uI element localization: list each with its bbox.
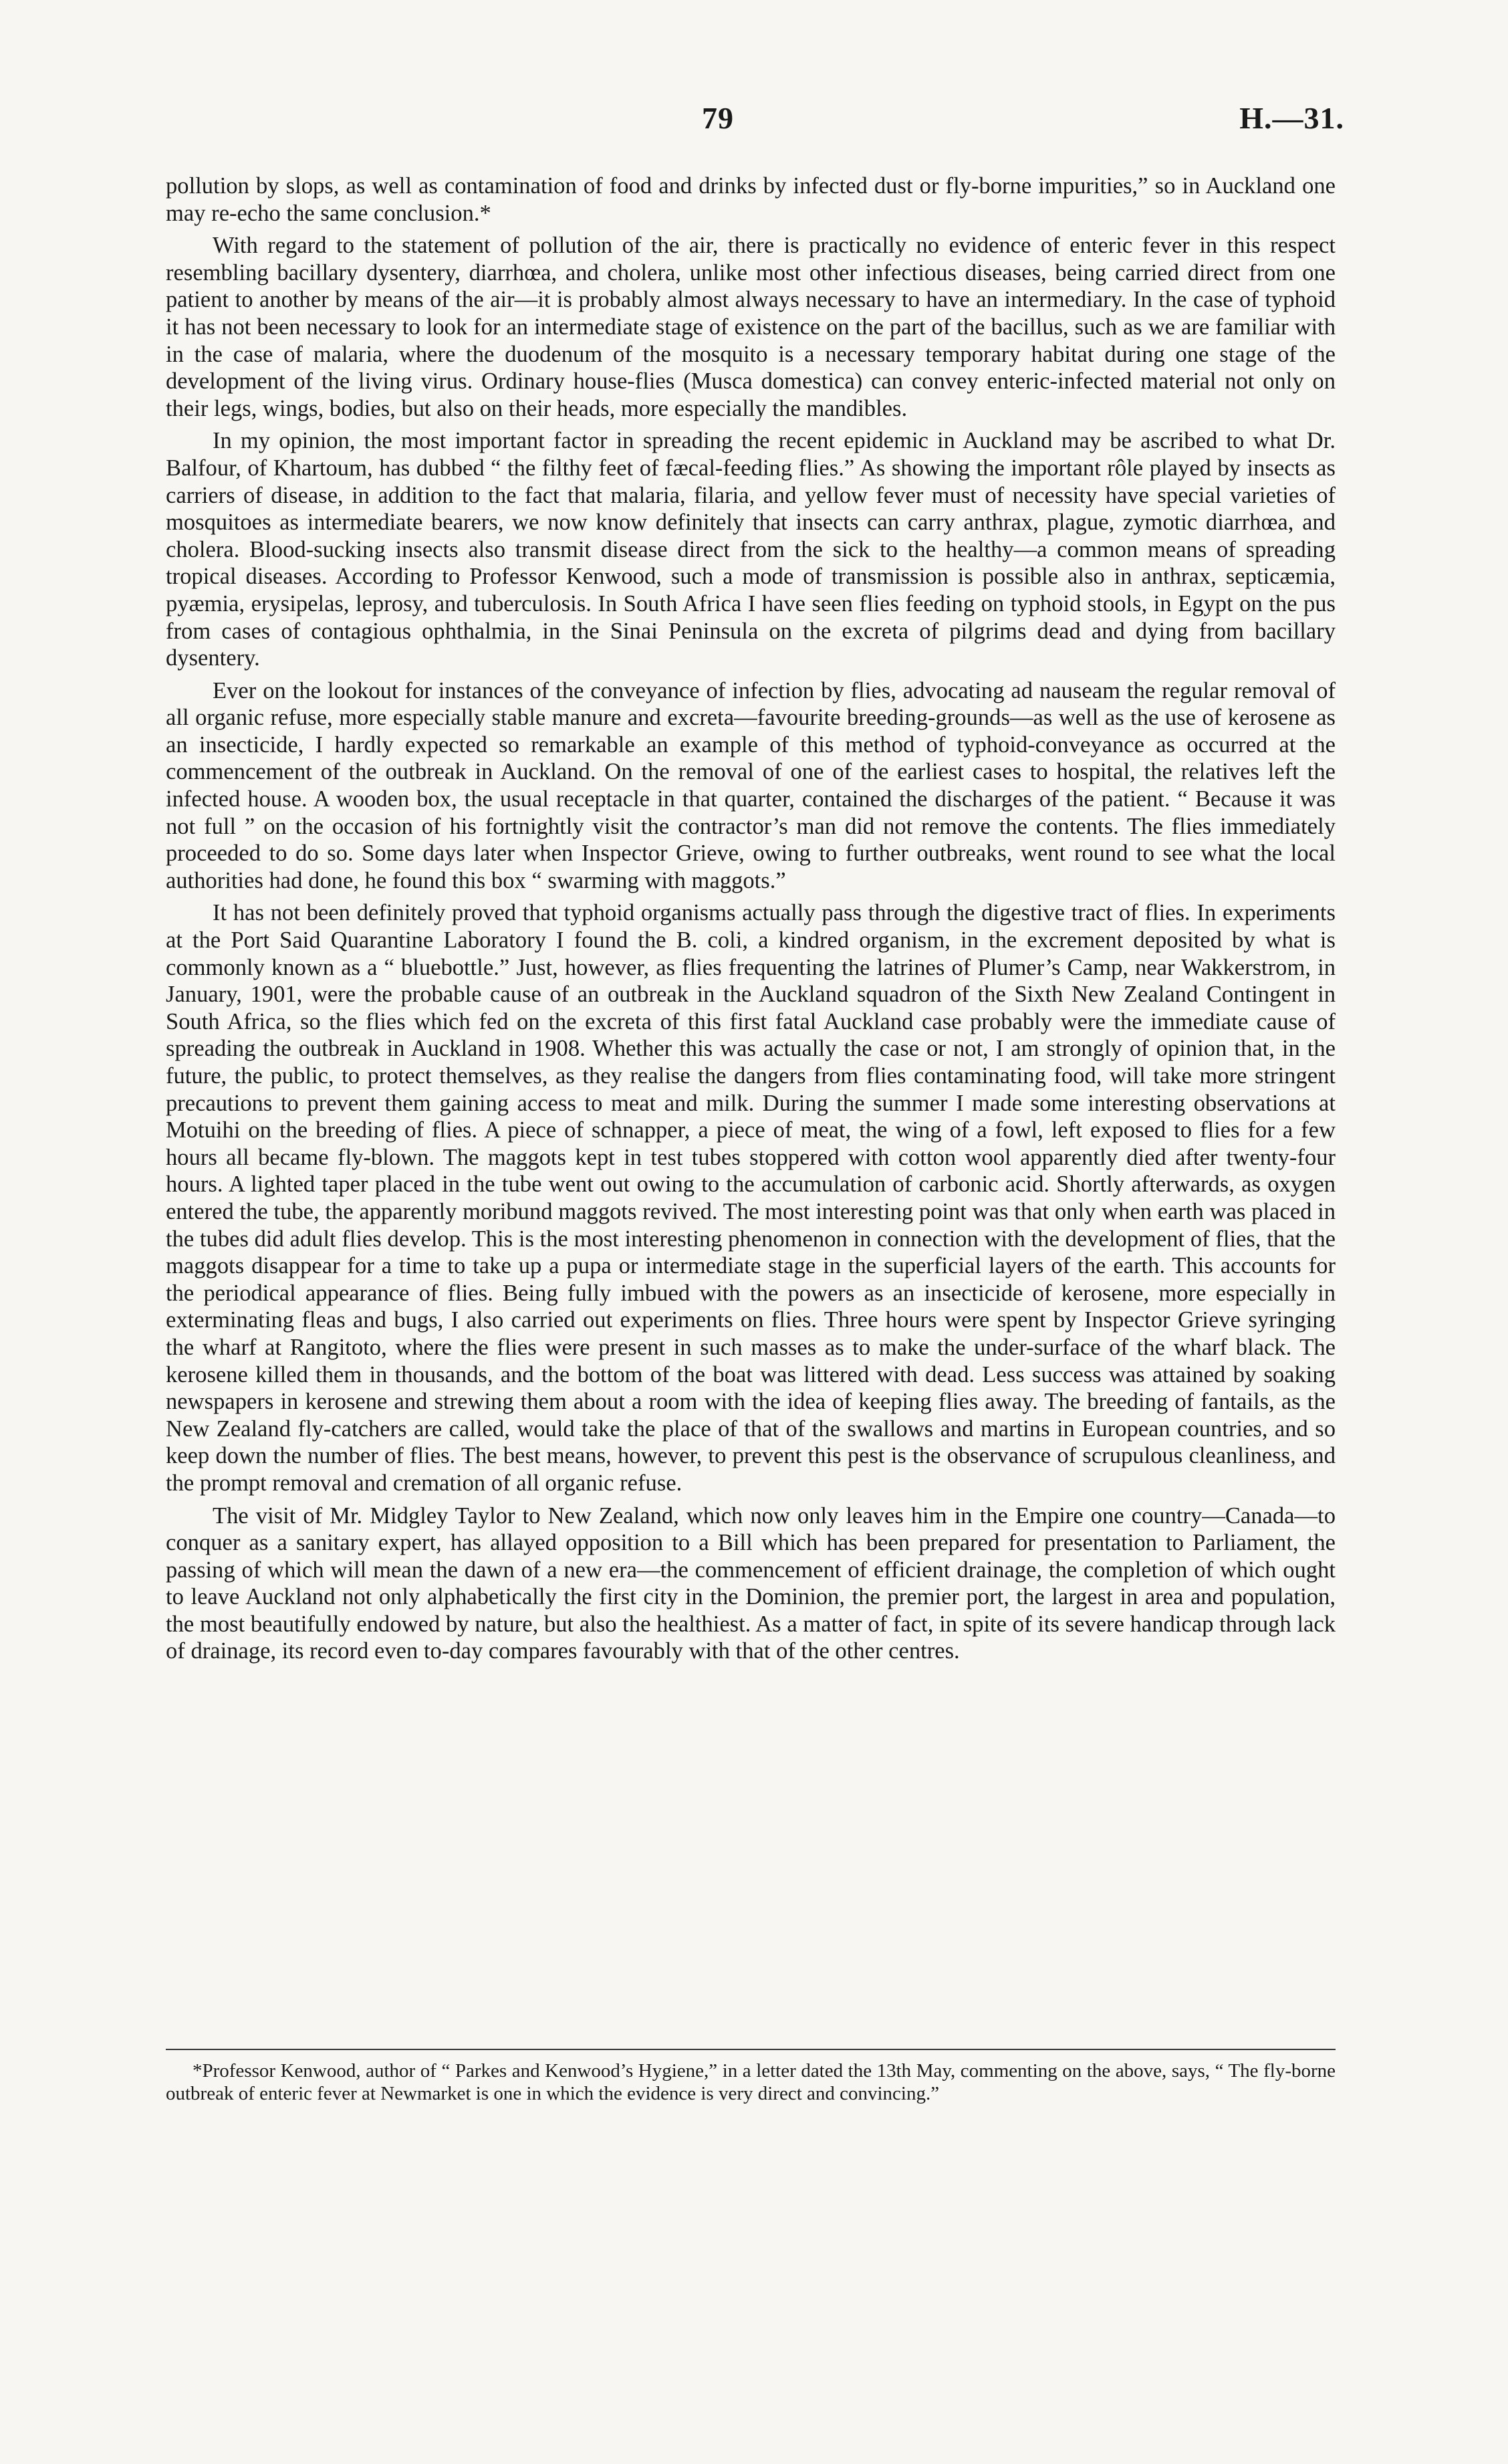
page-header [0,100,1508,140]
paragraph-5: It has not been definitely proved that typhoid organisms actually pass through the digestive tract of flies. In experiments at the Port Said Quarantine Laboratory I found the B. coli, a kindred organism, in the excrement deposited by what is commonly known as a “ bluebottle.” Just, however, as flies frequenting the latrines of Plumer’s Camp, near Wakkerstrom, in January, 1901, were the probable cause of an outbreak in the Auckland squadron of the Sixth New Zealand Contingent in South Africa, so the flies which fed on the excreta of this first fatal Auckland case probably were the immediate cause of spreading the outbreak in Auckland in 1908. Whether this was actually the case or not, I am strongly of opinion that, in the future, the public, to protect themselves, as they realise the dangers from flies contaminating food, will take more stringent precautions to prevent them gaining access to meat and milk. During the summer I made some interesting observations at Motuihi on the breeding of flies. A piece of schnapper, a piece of meat, the wing of a fowl, left exposed to flies for a few hours all became fly-blown. The maggots kept in test tubes stoppered with cotton wool apparently died after twenty-four hours. A lighted taper placed in the tube went out owing to the accumulation of carbonic acid. Shortly afterwards, as oxygen entered the tube, the apparently moribund maggots revived. The most interesting point was that only when earth was placed in the tubes did adult flies develop. This is the most interesting phenomenon in connection with the development of flies, that the maggots disappear for a time to take up a pupa or intermediate stage in the superficial layers of the earth. This accounts for the periodical appearance of flies. Being fully imbued with the powers as an insecticide of kerosene, more especially in exterminating fleas and bugs, I also carried out experiments on flies. Three hours were spent by Inspector Grieve syringing the wharf at Rangitoto, where the flies were present in such masses as to make the under-surface of the wharf black. The kerosene killed them in thousands, and the bottom of the boat was littered with dead. Less success was attained by soaking newspapers in kerosene and strewing them about a room with the idea of keeping flies away. The breeding of fantails, as the New Zealand fly-catchers are called, would take the place of that of the swallows and martins in European countries, and so keep down the number of flies. The best means, however, to prevent this pest is the observance of scrupulous cleanliness, and the prompt removal and cremation of all organic refuse. [166,900,1336,1496]
paragraph-3: In my opinion, the most important factor in spreading the recent epidemic in Auckland may be ascribed to what Dr. Balfour, of Khartoum, has dubbed “ the filthy feet of fæcal-feeding flies.” As showing the important rôle played by insects as carriers of disease, in addition to the fact that malaria, filaria, and yellow fever must of necessity have special varieties of mosquitoes as intermediate bearers, we now know definitely that insects can carry anthrax, plague, zymotic diarrhœa, and cholera. Blood-sucking insects also transmit disease direct from the sick to the healthy—a common means of spreading tropical diseases. According to Professor Kenwood, such a mode of transmission is possible also in anthrax, septicæmia, pyæmia, erysipelas, leprosy, and tuberculosis. In South Africa I have seen flies feeding on typhoid stools, in Egypt on the pus from cases of contagious ophthalmia, in the Sinai Peninsula on the excreta of pilgrims dead and dying from bacillary dysentery. [166,428,1336,671]
paragraph-1: pollution by slops, as well as contamination of food and drinks by infected dust or fly-borne impurities,” so in Auckland one may re-echo the same conclusion.* [166,173,1336,226]
paragraph-6: The visit of Mr. Midgley Taylor to New Zealand, which now only leaves him in the Empire one country—Canada—to conquer as a sanitary expert, has allayed opposition to a Bill which has been prepared for presentation to Parliament, the passing of which will mean the dawn of a new era—the commencement of efficient drainage, the completion of which ought to leave Auckland not only alphabetically the first city in the Dominion, the premier port, the largest in area and population, the most beautifully endowed by nature, but also the healthiest. As a matter of fact, in spite of its severe handicap through lack of drainage, its record even to-day compares favourably with that of the other centres. [166,1502,1336,1664]
page-number: 79 [702,101,734,135]
footnote-divider [166,2049,1336,2050]
paragraph-4: Ever on the lookout for instances of the conveyance of infection by flies, advocating ad nauseam the regular removal of all organic refuse, more especially stable manure and excreta—favourite breeding-grounds—as well as the use of kerosene as an insecticide, I hardly expected so remarkable an example of this method of typhoid-conveyance as occurred at the commencement of the outbreak in Auckland. On the removal of one of the earliest cases to hospital, the relatives left the infected house. A wooden box, the usual receptacle in that quarter, contained the discharges of the patient. “ Because it was not full ” on the occasion of his fortnightly visit the contractor’s man did not remove the contents. The flies immediately proceeded to do so. Some days later when Inspector Grieve, owing to further outbreaks, went round to see what the local authorities had done, he found this box “ swarming with maggots.” [166,677,1336,893]
footnote: *Professor Kenwood, author of “ Parkes and Kenwood’s Hygiene,” in a letter dated the 13th May, commenting on the above, says, “ The fly-borne outbreak of enteric fever at Newmarket is one in which the evidence is very direct and convincing.” [166,2060,1336,2104]
document-reference: H.—31. [1239,101,1344,135]
body-text [166,173,1336,1670]
paragraph-2: With regard to the statement of pollution of the air, there is practically no evidence of enteric fever in this respect resembling bacillary dysentery, diarrhœa, and cholera, unlike most other infectious diseases, being carried direct from one patient to another by means of the air—it is probably almost always necessary to have an intermediary. In the case of typhoid it has not been necessary to look for an intermediate stage of existence on the part of the bacillus, such as we are familiar with in the case of malaria, where the duodenum of the mosquito is a necessary temporary habitat during one stage of the development of the living virus. Ordinary house-flies (Musca domestica) can convey enteric-infected material not only on their legs, wings, bodies, but also on their heads, more especially the mandibles. [166,233,1336,421]
